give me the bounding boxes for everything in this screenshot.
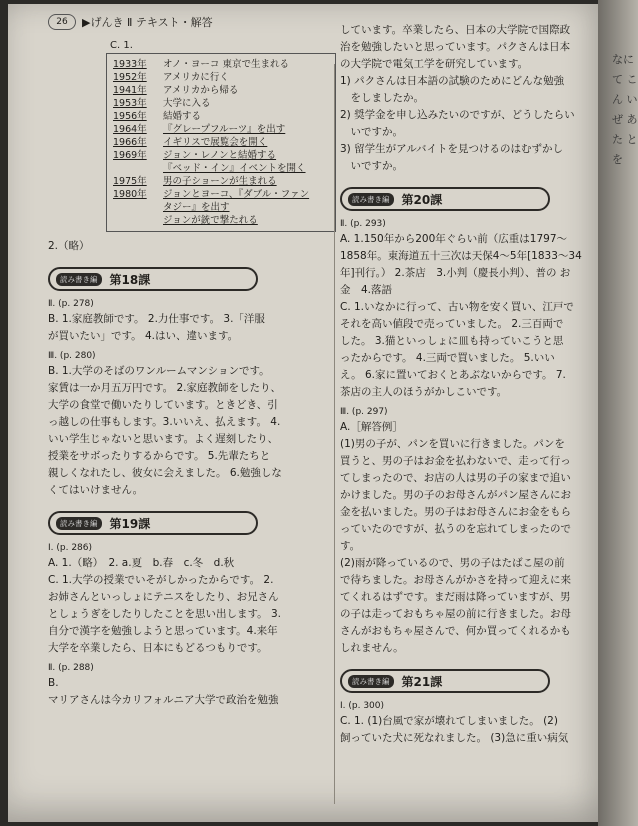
- lesson-tag: 読み書き編: [56, 517, 102, 530]
- timeline-event: ジョンが銃で撃たれる: [163, 215, 258, 226]
- text-line: それを高い値段で売っていました。 2.三百両で: [340, 318, 564, 330]
- lesson-20-banner: [340, 187, 550, 211]
- text-line: C. 1.大学の授業でいそがしかったからです。 2.: [48, 574, 274, 586]
- text-line: が買いたい」です。 4.はい、違います。: [48, 330, 239, 342]
- timeline-year: [113, 162, 163, 175]
- lesson-title: 第19課: [109, 516, 151, 531]
- left-column: [48, 14, 328, 709]
- text-line: の子は走っておもちゃ屋の前に行きました。お母: [340, 608, 571, 620]
- lesson-tag: 読み書き編: [348, 675, 394, 688]
- timeline-row: [113, 58, 335, 71]
- timeline-box: [106, 53, 336, 232]
- text-line: Ⅱ. (p. 288): [48, 663, 94, 673]
- text-line: A.［解答例］: [340, 421, 403, 433]
- text-line: (2)雨が降っているので、男の子はたばこ屋の前: [340, 557, 565, 569]
- page-title: ▶げんき Ⅱ テキスト・解答: [82, 16, 213, 29]
- lesson-21-banner: [340, 669, 550, 693]
- text-line: 飼っていた犬に死なれました。 (3)急に重い病気: [340, 732, 569, 744]
- text-line: 治を勉強したいと思っています。パクさんは日本: [340, 41, 571, 53]
- text-line: C. 1. (1)台風で家が壊れてしまいました。 (2): [340, 715, 558, 727]
- timeline-event: 男の子ショーンが生まれる: [163, 176, 277, 187]
- text-line: Ⅲ. (p. 280): [48, 351, 96, 361]
- timeline-year: 1975年: [113, 176, 147, 187]
- text-line: 1) パクさんは日本語の試験のためにどんな勉強: [340, 75, 565, 87]
- column-divider: [334, 64, 335, 804]
- lesson-title: 第21課: [401, 674, 443, 689]
- timeline-event: 『ベッド・イン』イベントを開く: [163, 163, 306, 174]
- text-line: 家賃は一か月五万円です。 2.家庭教師をしたり、: [48, 382, 282, 394]
- timeline-year: 1941年: [113, 85, 147, 96]
- timeline-row: [113, 110, 335, 123]
- text-line: Ⅰ. (p. 300): [340, 701, 385, 711]
- text-line: しています。卒業したら、日本の大学院で国際政: [340, 24, 571, 36]
- timeline-event: タジー』を出す: [163, 202, 230, 213]
- timeline-row: [113, 214, 335, 227]
- text-line: した。 3.猫といっしょに皿も持っていこうと思: [340, 335, 564, 347]
- text-line: 年]刊行。） 2.茶店 3.小判（慶長小判）、普の お: [340, 267, 571, 279]
- text-line: 1858年。東海道五十三次は天保4～5年[1833～34: [340, 250, 582, 262]
- timeline-event: ジョン・レノンと結婚する: [163, 150, 277, 161]
- text-line: をしましたか。: [340, 92, 424, 104]
- text-line: さんがおもちゃ屋さんで、何か買ってくれるかも: [340, 625, 571, 637]
- text-line: 大学の食堂で働いたりしています。ときどき、引: [48, 399, 278, 411]
- text-line: A. 1.（略） 2. a.夏 b.春 c.冬 d.秋: [48, 557, 235, 569]
- textbook-page: [8, 4, 608, 822]
- timeline-row: [113, 97, 335, 110]
- text-line: 3) 留学生がアルバイトを見つけるのはむずかし: [340, 143, 563, 155]
- timeline-row: [113, 123, 335, 136]
- timeline-event: 結婚する: [163, 111, 202, 122]
- text-line: マリアさんは今カリフォルニア大学で政治を勉強: [48, 694, 279, 706]
- right-column: [340, 22, 602, 747]
- page-header: [48, 14, 328, 30]
- text-line: てくれるはずです。まだ雨は降っていますが、男: [340, 591, 571, 603]
- timeline-year: 1956年: [113, 111, 147, 122]
- timeline-event: オノ・ヨーコ 東京で生まれる: [163, 59, 289, 70]
- text-line: 買うと、男の子はお金を払わないで、走って行っ: [340, 455, 571, 467]
- adjacent-page-edge: [598, 0, 638, 826]
- page-number: 26: [48, 14, 76, 30]
- timeline-event: ジョンとヨーコ、『ダブル・ファン: [163, 189, 310, 200]
- reading-continuation: [340, 22, 602, 175]
- timeline-year: [113, 201, 163, 214]
- text-line: Ⅲ. (p. 297): [340, 407, 388, 417]
- timeline-event: 『グレープフルーツ』を出す: [163, 124, 286, 135]
- text-line: てしまったので、お店の人は男の子の家まで追い: [340, 472, 571, 484]
- timeline-year: [113, 214, 163, 227]
- text-line: A. 1.150年から200年ぐらい前（広重は1797～: [340, 233, 567, 245]
- timeline-event: 大学に入る: [163, 98, 211, 109]
- text-line: かけました。男の子のお母さんがパン屋さんにお: [340, 489, 571, 501]
- text-line: す。: [340, 540, 361, 552]
- timeline-year: 1969年: [113, 150, 147, 161]
- text-line: 2) 奨学金を申し込みたいのですが、どうしたらい: [340, 109, 575, 121]
- lesson-19-banner: [48, 511, 258, 535]
- text-line: くてはいけません。: [48, 484, 144, 496]
- text-line: ったからです。 4.三両で買いました。 5.いい: [340, 352, 555, 364]
- adjacent-page-text: なにて こ ん い ぜ あ た と を: [612, 53, 638, 166]
- text-line: いですか。: [340, 160, 403, 172]
- timeline-row: [113, 175, 335, 188]
- text-line: としょうぎをしたりしたことを思い出します。 3.: [48, 608, 282, 620]
- text-line: Ⅰ. (p. 286): [48, 543, 93, 553]
- text-line: 金を払いました。男の子はお母さんにお金をもら: [340, 506, 571, 518]
- text-line: 授業をサボったりするからです。 5.先輩たちと: [48, 450, 271, 462]
- text-line: っ越しの仕事もします。3.いいえ、払えます。 4.: [48, 416, 281, 428]
- lesson-18-banner: [48, 267, 258, 291]
- lesson-19-answers: [48, 541, 328, 709]
- text-line: の大学院で電気工学を研究しています。: [340, 58, 529, 70]
- timeline-row: [113, 162, 335, 175]
- text-line: C. 1.いなかに行って、古い物を安く買い、江戸で: [340, 301, 574, 313]
- text-line: (1)男の子が、パンを買いに行きました。パンを: [340, 438, 565, 450]
- timeline-event: イギリスで展覧会を開く: [163, 137, 268, 148]
- text-line: 茶店の主人のほうがかしこいです。: [340, 386, 508, 398]
- text-line: え。 6.家に置いておくとあぶないからです。 7.: [340, 369, 566, 381]
- timeline-row: [113, 71, 335, 84]
- c2-answer: 2.（略）: [48, 240, 90, 252]
- text-line: で待ちました。お母さんがかさを持って迎えに来: [340, 574, 571, 586]
- lesson-tag: 読み書き編: [56, 273, 102, 286]
- lesson-20-answers: [340, 217, 602, 657]
- text-line: Ⅱ. (p. 293): [340, 219, 386, 229]
- c1-label: C. 1.: [110, 40, 133, 51]
- text-line: いい学生じゃないと思います。よく遅刻したり、: [48, 433, 279, 445]
- text-line: しれません。: [340, 642, 404, 654]
- timeline-row: [113, 188, 335, 201]
- lesson-title: 第20課: [401, 192, 443, 207]
- timeline-row: [113, 84, 335, 97]
- lesson-title: 第18課: [109, 272, 151, 287]
- text-line: B.: [48, 677, 59, 689]
- timeline-row: [113, 136, 335, 149]
- lesson-18-answers: [48, 297, 328, 499]
- text-line: いですか。: [340, 126, 403, 138]
- text-line: B. 1.家庭教師です。 2.力仕事です。 3.「洋服: [48, 313, 265, 325]
- lesson-21-answers: [340, 699, 602, 747]
- text-line: B. 1.大学のそばのワンルームマンションです。: [48, 365, 270, 377]
- timeline-row: [113, 149, 335, 162]
- timeline-event: アメリカから帰る: [163, 85, 239, 96]
- text-line: 金 4.落語: [340, 284, 393, 296]
- lesson-tag: 読み書き編: [348, 193, 394, 206]
- text-line: 大学を卒業したら、日本にもどるつもりです。: [48, 642, 268, 654]
- timeline-year: 1964年: [113, 124, 147, 135]
- timeline-year: 1952年: [113, 72, 147, 83]
- text-line: Ⅱ. (p. 278): [48, 299, 94, 309]
- timeline-event: アメリカに行く: [163, 72, 229, 83]
- timeline-year: 1966年: [113, 137, 147, 148]
- text-line: 自分で漢字を勉強しようと思っています。4.来年: [48, 625, 278, 637]
- timeline-year: 1953年: [113, 98, 147, 109]
- timeline-row: [113, 201, 335, 214]
- text-line: お姉さんといっしょにテニスをしたり、お兄さん: [48, 591, 279, 603]
- text-line: 親しくなれたし、彼女に会えました。 6.勉強しな: [48, 467, 282, 479]
- timeline-year: 1933年: [113, 59, 147, 70]
- timeline-year: 1980年: [113, 189, 147, 200]
- text-line: っていたのですが、払うのを忘れてしまったので: [340, 523, 571, 535]
